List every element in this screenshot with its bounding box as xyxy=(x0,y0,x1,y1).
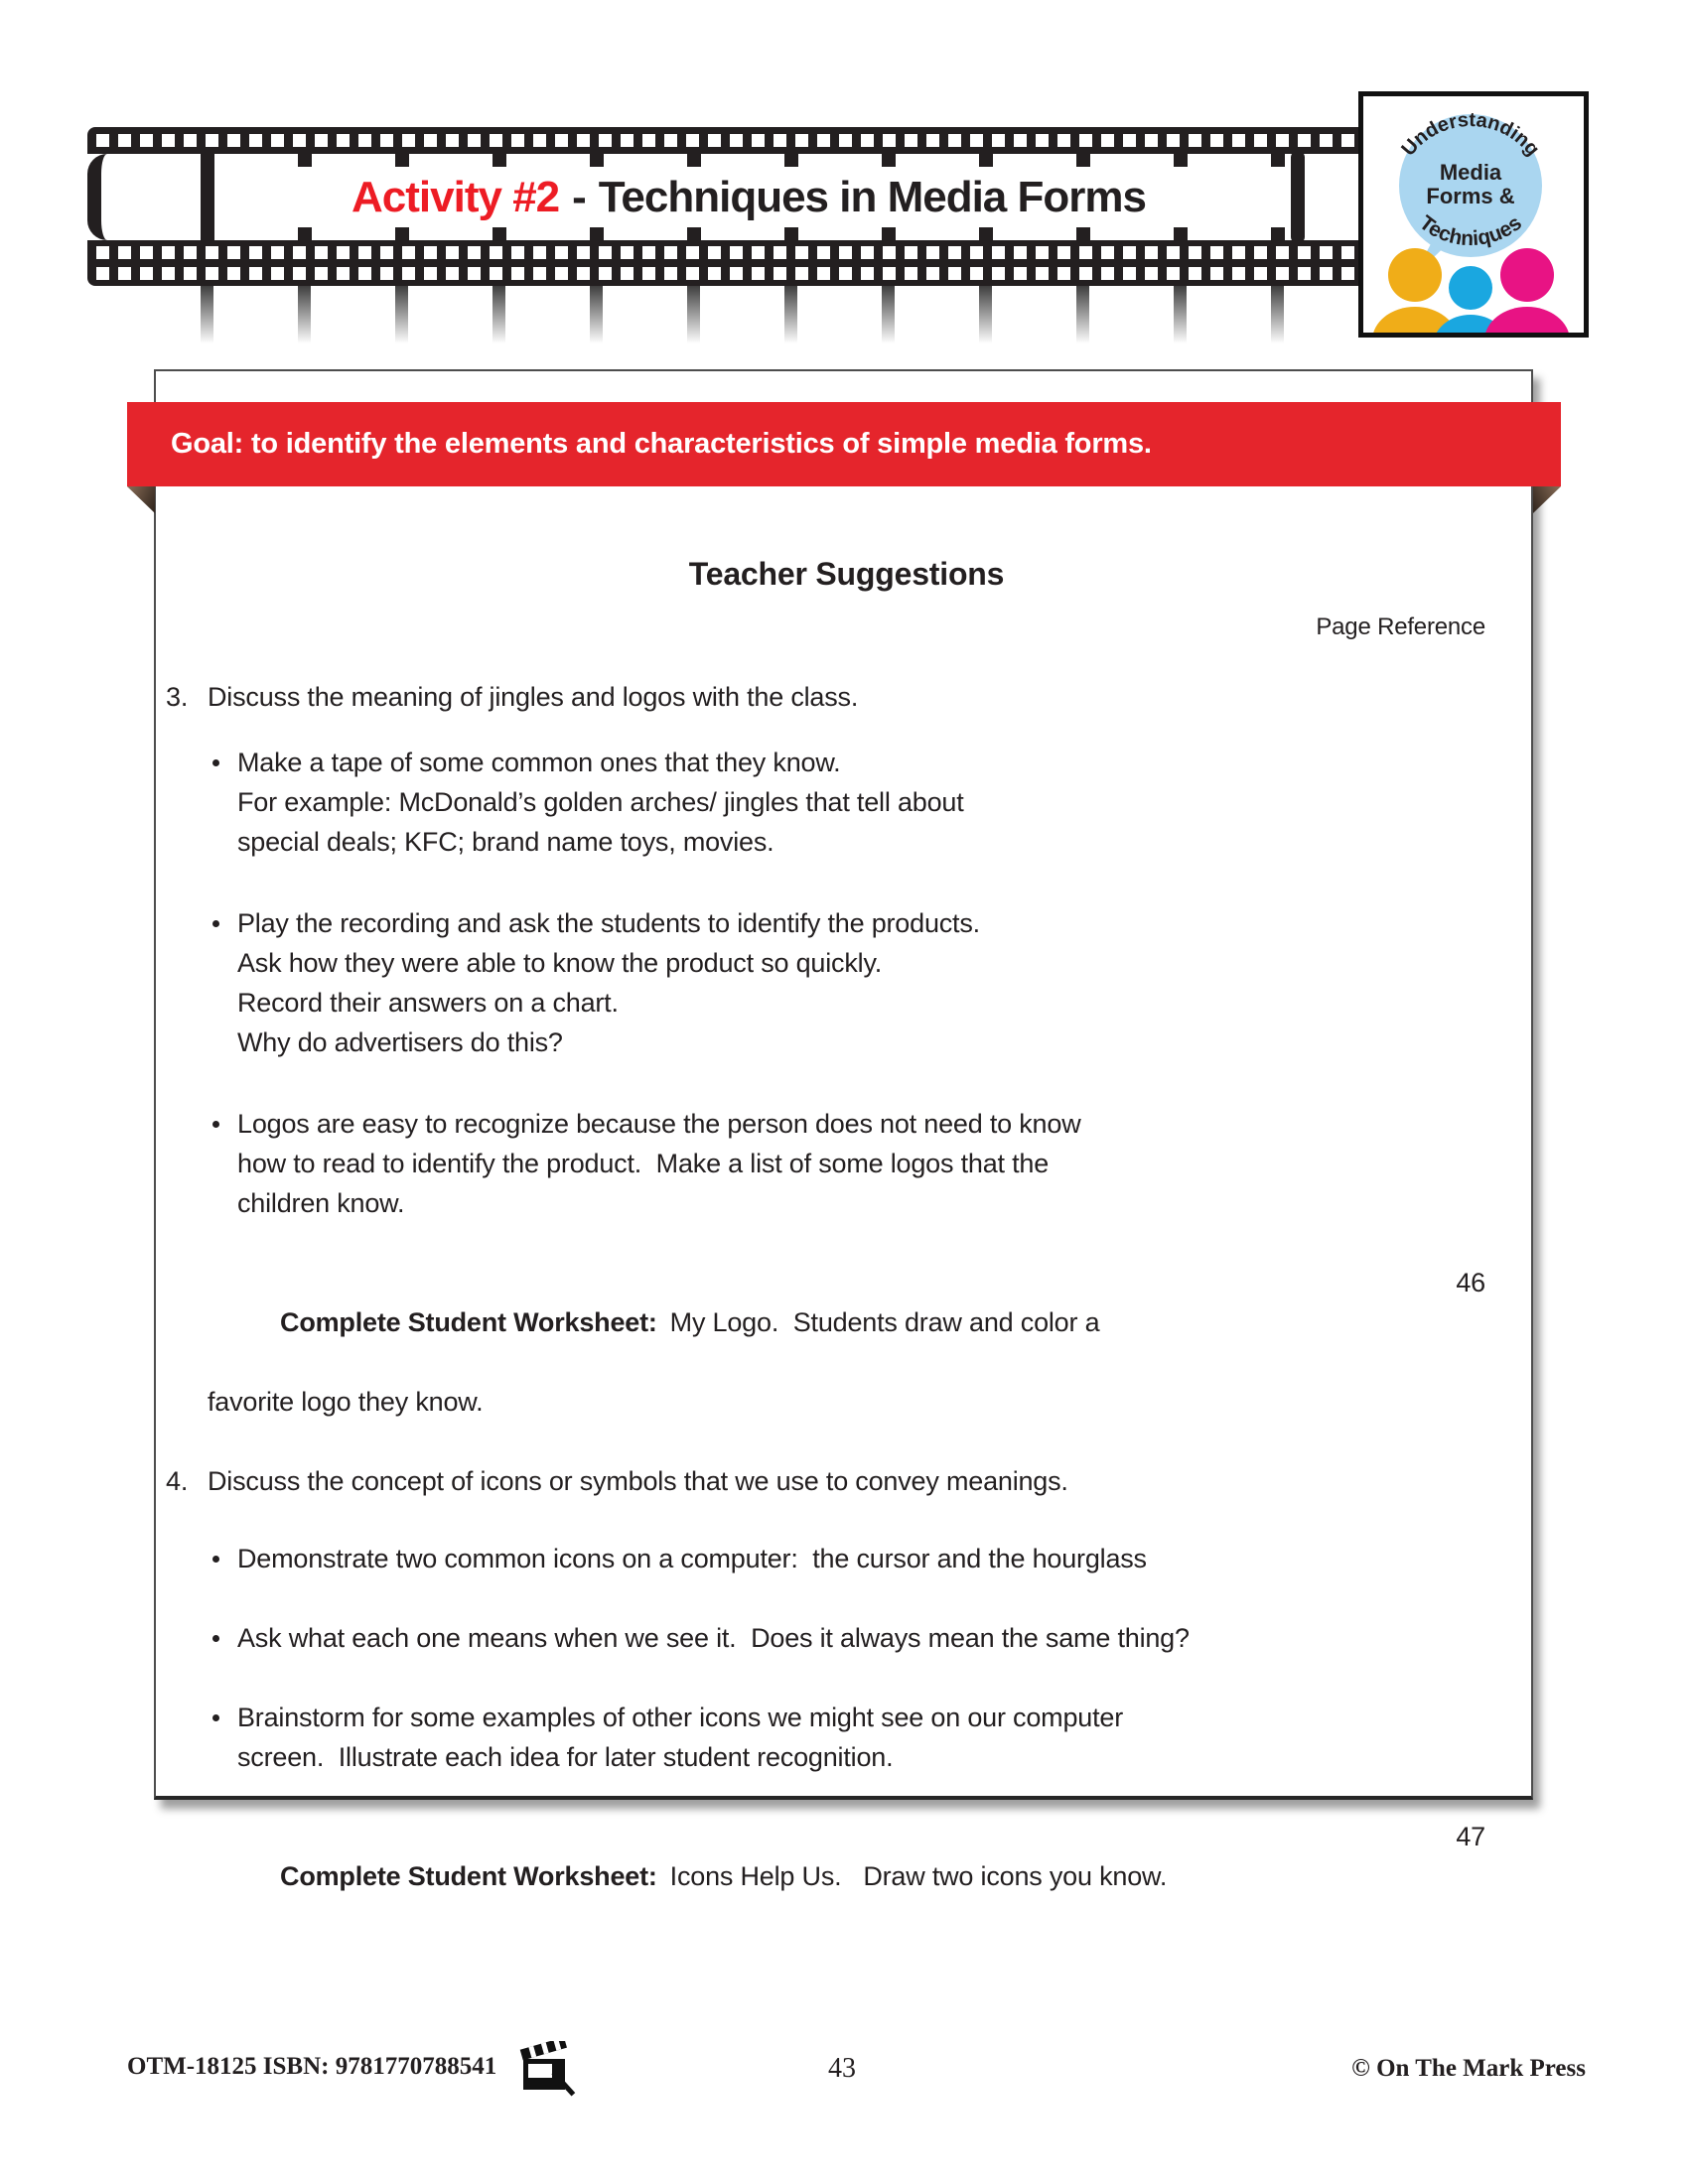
filmstrip-sprocket-holes xyxy=(96,134,1366,147)
numbered-item xyxy=(166,1461,1485,1501)
worksheet-note xyxy=(208,1817,1485,1936)
filmstrip-title-band xyxy=(87,154,1372,240)
person-pink-icon xyxy=(1500,248,1554,302)
bullet-item xyxy=(212,903,1485,1062)
worksheet-text: My Logo. Students draw and color a xyxy=(669,1307,1100,1337)
filmstrip-frame-divider xyxy=(201,152,214,242)
filmstrip-hanging-legs xyxy=(201,286,1368,343)
bullet-icon xyxy=(212,1635,219,1642)
page-footer xyxy=(0,2047,1688,2107)
bullet-line: Why do advertisers do this? xyxy=(237,1027,563,1057)
filmstrip-frame-divider xyxy=(1291,152,1305,242)
person-blue-icon xyxy=(1449,266,1492,310)
bullet-line: Make a tape of some common ones that they know. xyxy=(237,748,841,777)
logo-arc-bottom-text: Techniques xyxy=(1415,210,1526,251)
bullet-line: Brainstorm for some examples of other icons we might see on our computer xyxy=(237,1703,1123,1732)
activity-number: Activity #2 xyxy=(352,172,560,221)
bullet-item xyxy=(212,743,1485,862)
series-logo-graphic xyxy=(1363,96,1584,333)
footer-copyright: © On The Mark Press xyxy=(1351,2055,1586,2082)
filmstrip-sprocket-holes xyxy=(96,267,1366,280)
worksheet-page-number: 47 xyxy=(1456,1822,1485,1851)
bullet-line: Logos are easy to recognize because the person does not need to know xyxy=(237,1109,1081,1139)
bullet-line: For example: McDonald’s golden arches/ jingles that tell about xyxy=(237,787,964,817)
logo-arc-top-text: Understanding xyxy=(1397,108,1544,161)
filmstrip-sprocket-holes xyxy=(96,246,1366,259)
bullet-icon xyxy=(212,1556,219,1563)
clapperboard-icon xyxy=(518,2041,580,2099)
bullet-item xyxy=(212,1698,1485,1777)
banner-fold-left xyxy=(127,486,155,513)
bullet-line: Demonstrate two common icons on a computer: the cursor and the hourglass xyxy=(237,1544,1147,1573)
bullet-item xyxy=(212,1618,1485,1658)
content-panel xyxy=(154,369,1533,1891)
bullet-icon xyxy=(212,1121,219,1128)
series-logo xyxy=(1358,91,1589,338)
bullet-line: screen. Illustrate each idea for later student recognition. xyxy=(237,1742,894,1772)
numbered-item xyxy=(166,677,1485,717)
bullet-line: Ask how they were able to know the product so quickly. xyxy=(237,948,883,978)
worksheet-note xyxy=(208,1263,1485,1422)
footer-isbn-text: OTM-18125 ISBN: 9781770788541 xyxy=(127,2053,497,2080)
person-pink-body xyxy=(1484,307,1570,333)
item-text: Discuss the concept of icons or symbols that we use to convey meanings. xyxy=(208,1466,1068,1496)
bullet-icon xyxy=(212,1714,219,1721)
bullet-icon xyxy=(212,759,219,766)
worksheet-page-number: 46 xyxy=(1456,1268,1485,1297)
page-number: 43 xyxy=(828,2053,857,2084)
footer-isbn xyxy=(127,2047,580,2099)
banner-fold-right xyxy=(1533,486,1561,513)
bullet-line: children know. xyxy=(237,1188,405,1218)
title-text: Techniques in Media Forms xyxy=(598,172,1146,221)
logo-mid1-text: Media xyxy=(1439,160,1502,185)
goal-banner: Goal: to identify the elements and characteristics of simple media forms. xyxy=(127,402,1561,486)
worksheet-text: favorite logo they know. xyxy=(208,1387,484,1417)
bullet-item xyxy=(212,1539,1485,1578)
bullet-line: special deals; KFC; brand name toys, movies. xyxy=(237,827,774,857)
bullet-item xyxy=(212,1104,1485,1223)
page-title xyxy=(214,154,1283,240)
filmstrip-top-bar xyxy=(87,127,1372,154)
bullet-icon xyxy=(212,920,219,927)
bullet-line: how to read to identify the product. Make a list of some logos that the xyxy=(237,1149,1050,1178)
worksheet-label: Complete Student Worksheet: xyxy=(280,1307,657,1337)
title-dash: - xyxy=(572,172,586,221)
bullet-line: Ask what each one means when we see it. Does it always mean the same thing? xyxy=(237,1623,1190,1653)
worksheet-label: Complete Student Worksheet: xyxy=(280,1861,657,1891)
bullet-line: Play the recording and ask the students to identify the products. xyxy=(237,908,980,938)
filmstrip-bottom-bar xyxy=(87,240,1372,286)
bullet-line: Record their answers on a chart. xyxy=(237,988,619,1018)
worksheet-text: Icons Help Us. Draw two icons you know. xyxy=(669,1861,1168,1891)
section-heading: Teacher Suggestions xyxy=(688,556,1005,592)
logo-mid2-text: Forms & xyxy=(1426,184,1515,208)
item-number: 4. xyxy=(166,1466,189,1496)
person-yellow-icon xyxy=(1388,248,1442,302)
item-number: 3. xyxy=(166,682,189,712)
item-text: Discuss the meaning of jingles and logos with the class. xyxy=(208,682,859,712)
page-reference-label: Page Reference xyxy=(1316,614,1485,640)
